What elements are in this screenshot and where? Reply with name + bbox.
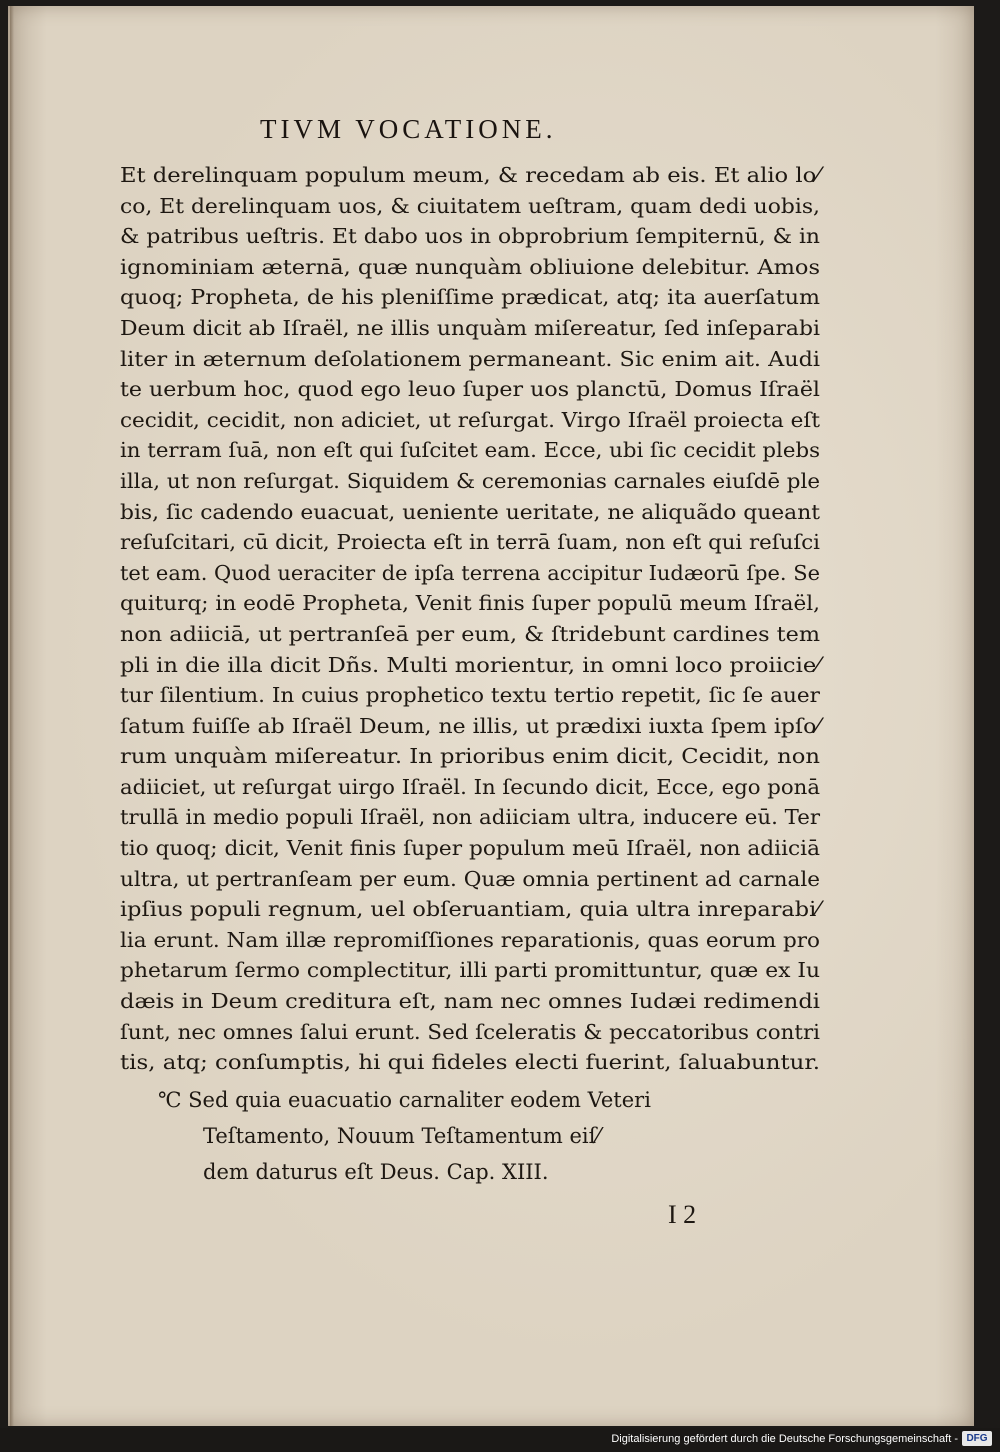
body-line: te uerbum hoc, quod ego leuo ſuper uos planctū, Domus Iſraël (120, 377, 820, 402)
chapter-heading-line-1: ℃ Sed quia euacuatio carnaliter eodem Veteri (158, 1088, 651, 1112)
body-line: non adiiciā, ut pertranſeā per eum, & ſtridebunt cardines tem (120, 621, 820, 646)
body-line: quoq; Propheta, de his pleniſſime prædicat, atq; ita auerſatum (120, 285, 820, 310)
body-line: Deum dicit ab Iſraël, ne illis unquàm miſereatur, ſed inſeparabi (120, 315, 820, 340)
body-line: bis, ſic cadendo euacuat, ueniente ueritate, ne aliquãdo queant (120, 499, 820, 524)
signature-mark: I 2 (668, 1200, 697, 1229)
body-line: phetarum ſermo complectitur, illi parti promittuntur, quæ ex Iu (120, 958, 820, 983)
body-line: tur ſilentium. In cuius prophetico textu tertio repetit, ſic ſe auer (120, 683, 821, 708)
body-line: tet eam. Quod ueraciter de ipſa terrena accipitur Iudæorū ſpe. Se (120, 560, 821, 585)
body-line: lia erunt. Nam illæ repromiſſiones reparationis, quas eorum pro (120, 927, 820, 952)
body-line: reſuſcitari, cū dicit, Proiecta eſt in terrā ſuam, non eſt qui reſuſci (120, 530, 820, 555)
footer-credit: Digitalisierung gefördert durch die Deutsche Forschungsgemeinschaft - (611, 1433, 958, 1445)
body-line: rum unquàm miſereatur. In prioribus enim dicit, Cecidit, non (120, 744, 820, 769)
page-binding-edge (10, 6, 14, 1426)
body-line: illa, ut non reſurgat. Siquidem & ceremonias carnales eiuſdē ple (120, 468, 820, 493)
chapter-heading (158, 1082, 778, 1190)
body-line: pli in die illa dicit Dñs. Multi morientur, in omni loco proiicie⁄ (120, 652, 820, 677)
body-line: dæis in Deum creditura eſt, nam nec omnes Iudæi redimendi (120, 989, 820, 1014)
chapter-heading-line-3: dem daturus eſt Deus. Cap. XIII. (203, 1160, 549, 1184)
body-line: & patribus ueſtris. Et dabo uos in obprobrium ſempiternū, & in (120, 224, 820, 249)
body-line: tio quoq; dicit, Venit finis ſuper populum meū Iſraël, non adiiciā (120, 836, 820, 861)
body-line: in terram ſuā, non eſt qui ſuſcitet eam. Ecce, ubi ſic cecidit plebs (120, 438, 820, 463)
body-line: ultra, ut pertranſeam per eum. Quæ omnia pertinent ad carnale (120, 866, 820, 891)
body-line: co, Et derelinquam uos, & ciuitatem ueſtram, quam dedi uobis, (120, 193, 820, 218)
body-line: quiturq; in eodē Propheta, Venit finis ſuper populū meum Iſraël, (120, 591, 820, 616)
body-line: ſunt, nec omnes ſalui erunt. Sed ſceleratis & peccatoribus contri (120, 1019, 820, 1044)
running-head: TIVM VOCATIONE. (260, 114, 557, 144)
body-line: cecidit, cecidit, non adiciet, ut reſurgat. Virgo Iſraël proiecta eſt (120, 407, 820, 432)
body-line: ſatum fuiſſe ab Iſraël Deum, ne illis, ut prædixi iuxta ſpem ipſo⁄ (120, 713, 820, 738)
body-text (120, 160, 820, 1078)
chapter-heading-line-2: Teſtamento, Nouum Teſtamentum eiſ⁄ (203, 1124, 600, 1148)
body-line: tis, atq; conſumptis, hi qui fideles electi fuerint, ſaluabuntur. (120, 1050, 820, 1075)
dfg-logo: DFG (962, 1431, 992, 1446)
body-line: ipſius populi regnum, uel obſeruantiam, quia ultra inreparabi⁄ (120, 897, 820, 922)
body-line: Et derelinquam populum meum, & recedam ab eis. Et alio lo⁄ (120, 163, 820, 187)
body-line: ignominiam æternā, quæ nunquàm obliuione delebitur. Amos (120, 254, 820, 279)
body-line: liter in æternum deſolationem permaneant. Sic enim ait. Audi (120, 346, 820, 371)
body-line: trullā in medio populi Iſraël, non adiiciam ultra, inducere eū. Ter (120, 805, 820, 830)
body-line: adiiciet, ut reſurgat uirgo Iſraël. In ſecundo dicit, Ecce, ego ponā (120, 774, 821, 799)
